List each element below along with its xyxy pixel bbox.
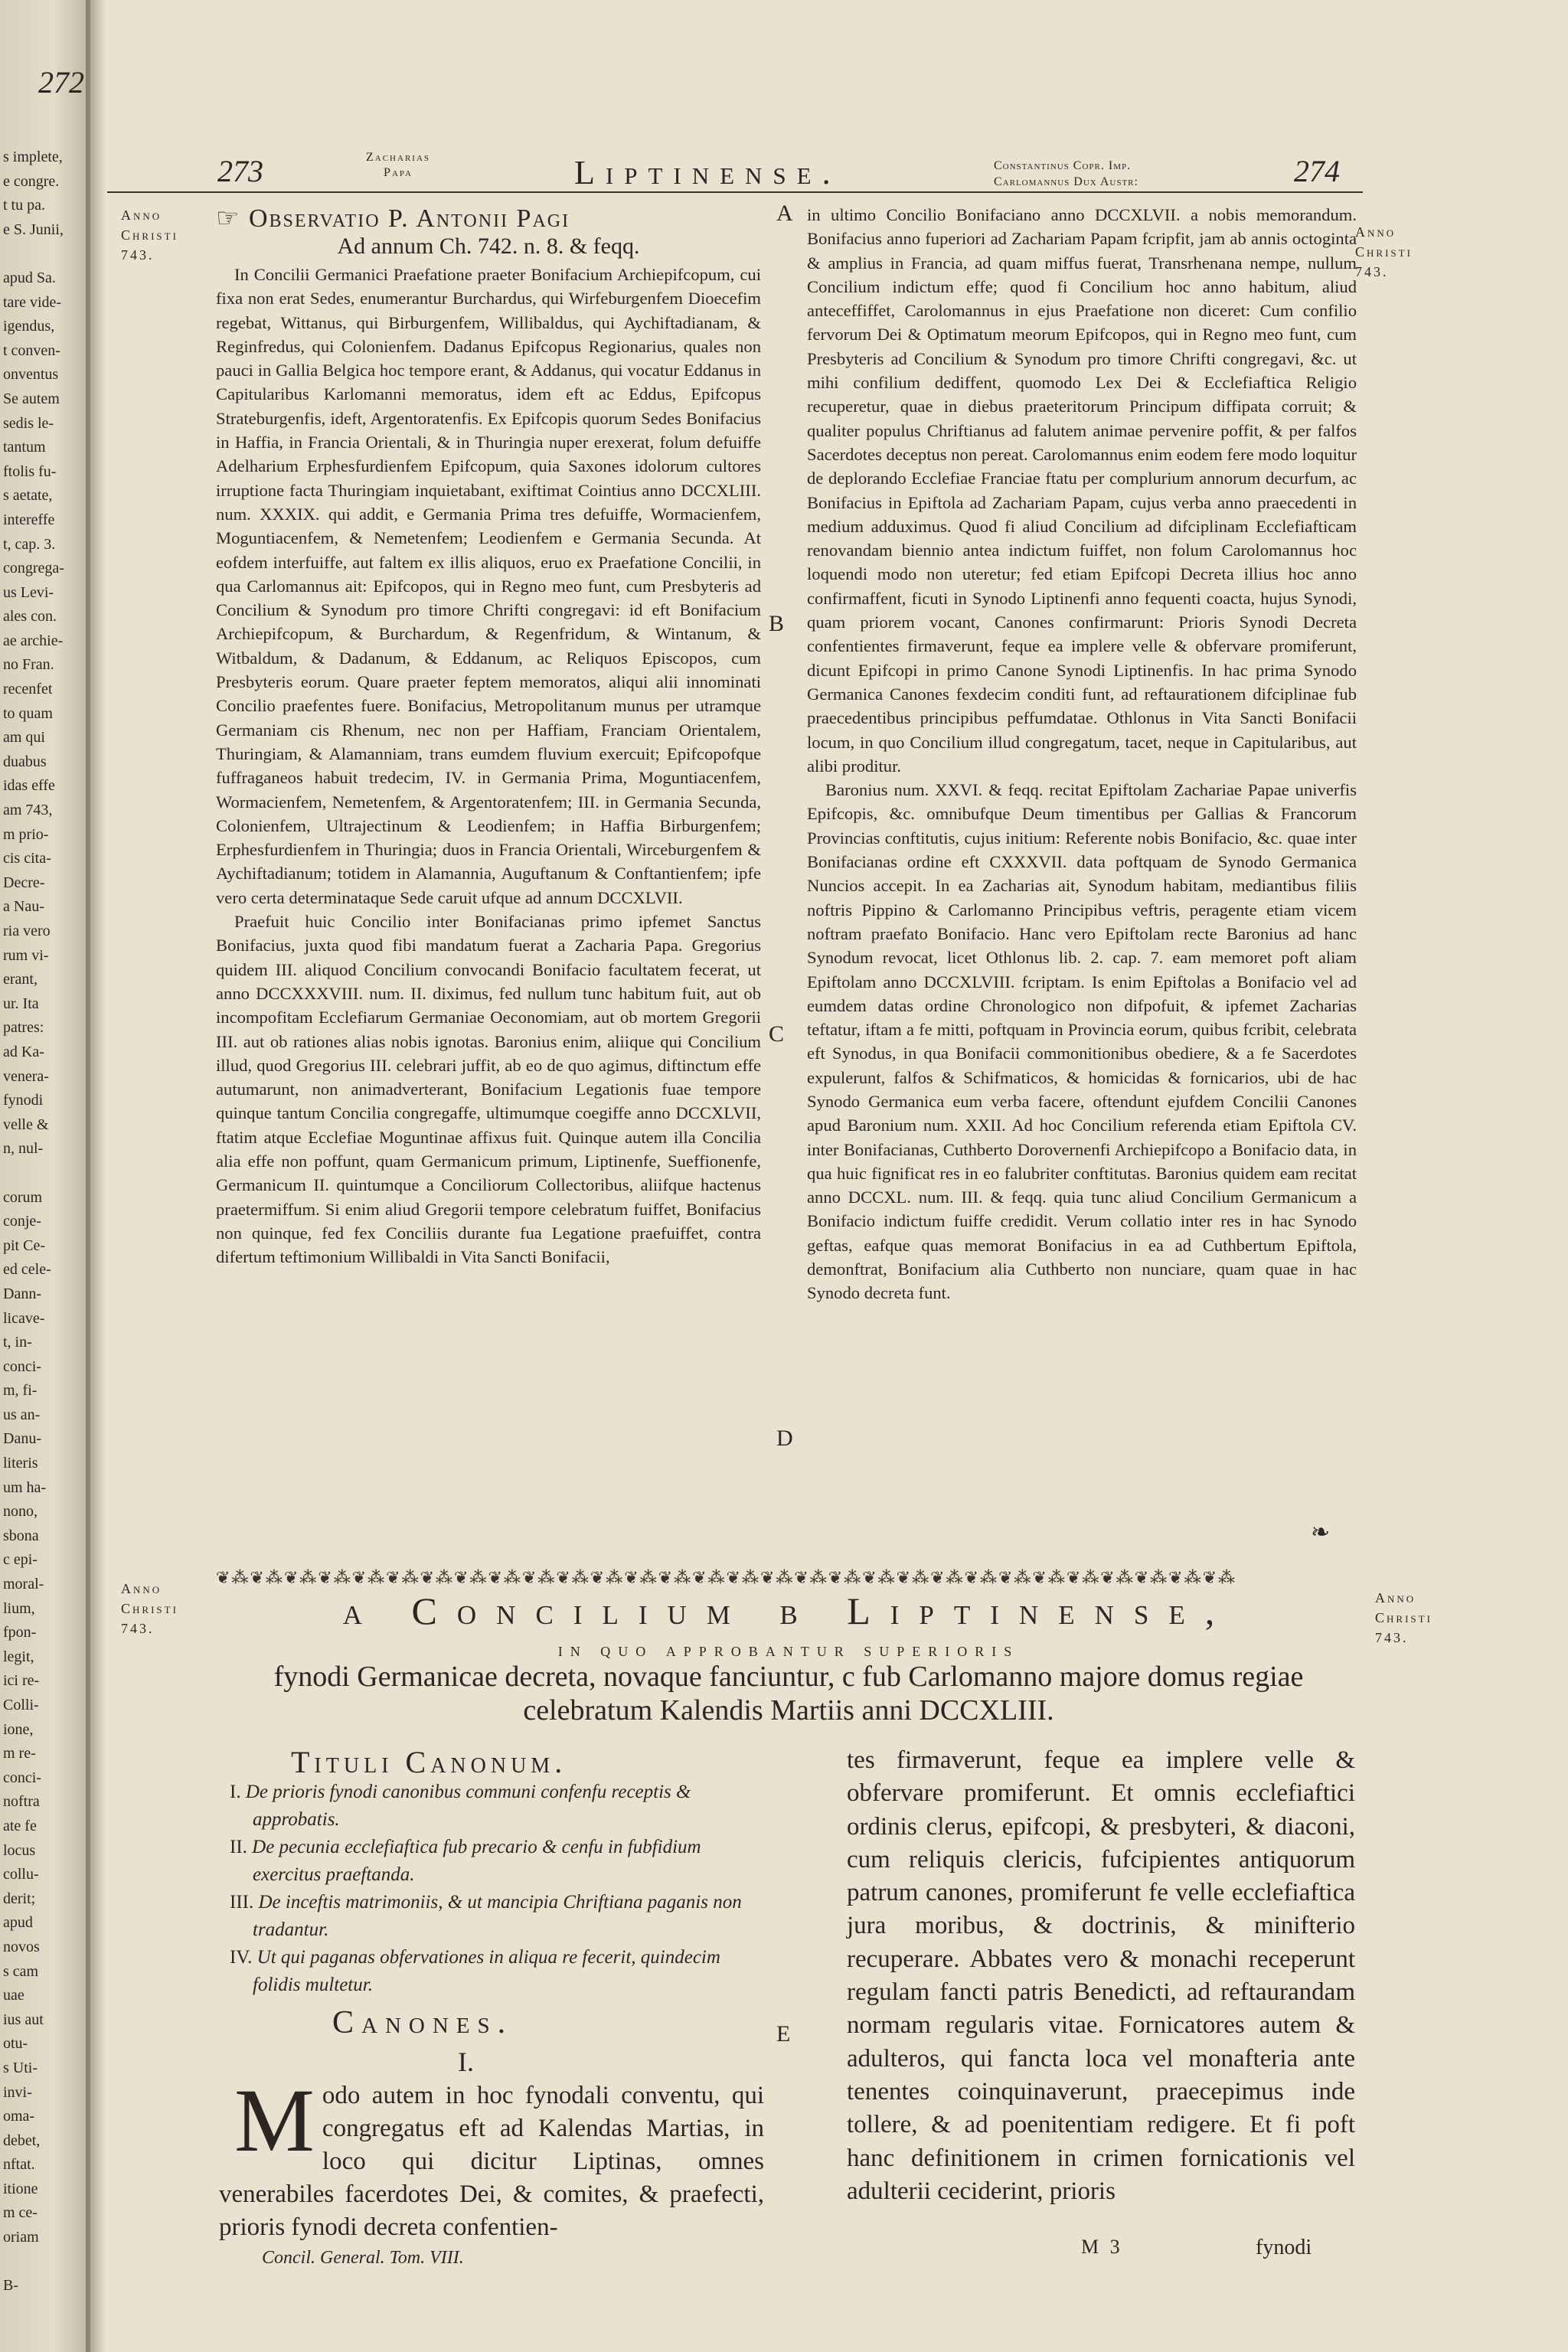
strip-line: Danu- [3,1430,41,1448]
strip-line: conje- [3,1213,41,1230]
strip-line [3,242,87,266]
drop-cap: M [234,2070,315,2171]
strip-line: us an- [3,1406,41,1423]
year-label-right-top [1355,222,1413,282]
running-head-right [994,158,1138,190]
running-head-left-line1: Zacharias [366,151,431,164]
strip-line: ria vero [3,923,51,939]
strip-line: e S. Junii, [3,220,64,238]
strip-line: licave- [3,1309,45,1327]
strip-line: debet, [3,2132,41,2149]
pointing-hand-icon: ☞ [216,204,249,233]
running-head-right-line1: Constantinus Copr. Imp. [994,159,1132,172]
strip-line: itione [3,2180,38,2197]
strip-line: ione, [3,1720,34,1738]
year-label-word: Christi [121,227,178,243]
year-label-year: 743. [121,1621,155,1636]
strip-line: to quam [3,704,53,722]
strip-line: Dann- [3,1285,41,1302]
strip-line: Colli- [3,1697,39,1713]
strip-line: tare vide- [3,293,62,311]
strip-line [3,2250,87,2275]
strip-line: ales con. [3,608,57,626]
strip-line: conci- [3,1769,41,1786]
strip-line: idas effe [3,777,55,795]
strip-line: fpon- [3,1624,37,1642]
tituli-list [222,1779,758,1999]
strip-line: Decre- [3,874,45,891]
strip-line: ae archie- [3,632,64,649]
strip-line: ed cele- [3,1261,51,1279]
strip-line: t, in- [3,1334,32,1351]
strip-line: apud [3,1914,33,1932]
right-page-number: 274 [1294,154,1340,188]
ornamental-rule: ❦⁂❦⁂❦⁂❦⁂❦⁂❦⁂❦⁂❦⁂❦⁂❦⁂❦⁂❦⁂❦⁂❦⁂❦⁂❦⁂❦⁂❦⁂❦⁂❦⁂❦⁂❦⁂❦⁂❦⁂❦⁂❦⁂❦⁂❦⁂❦⁂❦⁂ [216,1568,1237,1587]
strip-line: noftra [3,1793,40,1811]
canon-text-right: tes firmaverunt, feque ea implere velle & obfervare promiferunt. Et omnis ecclefiaftici ordinis clerus, epifcopi, & presbyteri, & diaconi, cum reliquis clericis, fufcipientes antiquorum patrum canones, promiferunt fe velle ecclefiaftica jura moribus, & doctrinis, & minifterio recuperare. Abbates vero & monachi receperunt regulam fancti patris Benedicti, ad reftaurandam normam regularis vitae. Fornicatores autem & adulteros, qui fancta loca vel monafteria ante tenentes coinquinaverunt, praecepimus inde tollere, & ad poenitentiam redigere. Et fi poft hanc definitionem in crimen fornicationis vel adulterii ceciderint, prioris [847,1746,1355,2205]
strip-line: oriam [3,2229,39,2246]
header-rule [107,191,1363,193]
strip-line: ius aut [3,2011,44,2028]
strip-line: novos [3,1938,40,1955]
strip-line: ici re- [3,1672,40,1690]
strip-line: s cam [3,1962,39,1980]
strip-line: ate fe [3,1817,37,1834]
observatio-paragraph: In Concilii Germanici Praefatione praeter Bonifacium Archiepifcopum, cui fixa non erat Sedes, enumerantur Burchardus, qui Wirfeburgenfem Dioecefim regebat, Wittanus, qui Birburgenfem, Willibaldus, qui Aychiftadianam, & Reginfredus, qui Colonienfem. Dadanus Epifcopus Regionarius, quales non pauci in Gallia Belgica hoc tempore erant, & Addanus, qui vocatur Eddanus in Capitularibus Karlomanni memoratus, idem eft ac Eddus, Epifcopus Strateburgenfis, ideft, Argentoratenfis. Ex Epifcopis quorum Sedes Bonifacius in Haffia, in Francia Orientali, & in Thuringia nuper erexerat, folum defuiffe Adelharium Erphesfurdienfem Epifcopum, quia Saxones idolorum cultores irruptione facta Thuringiam inquietabant, exiftimat Cointius anno DCCXLIII. num. XXXIX. qui addit, e Germania Prima tres defuiffe, Wormacienfem, Moguntiacenfem, & Nemetenfem; Leodienfem e Germania Secunda. At eofdem interfuiffe, aut faltem ex illis aliquos, eruo ex Praefatione Concilii, in qua Carlomannus ait: Epifcopos, qui in Regno meo funt, cum Presbyteris ad Concilium & Synodum pro timore Chrifti congregavi: id eft Bonifacium Archiepifcopum, & Burchardum, & Regenfridum, & Wintanum, & Witbaldum, & Dadanum, & Eddanum, ac Reliquos Episcopos, cum Presbyteris eorum. Quare praeter feptem memoratos, aliqui alii innominati Concilio praefentes fuere. Bonifacius, Metropolitanum munus per utramque Germaniam cis Rhenum, nec non per Haffiam, Franciam Orientalem, Thuringiam, & Alamanniam, trans eumdem fluvium exercuit; Epifcopofque fuffraganeos habuit tredecim, IV. in Germania Prima, Moguntiacenfem, Wormacienfem, Nemetenfem, & Argentoratenfem; III. in Germania Secunda, Colonienfem, Ultrajectinum & Leodienfem; in Haffia Birburgenfem; Erphesfurdienfem in Thuringia; duos in Francia Orientali, Wirceburgenfem & Aychiftadianum; totidem in Alamannia, Auguftanum & Conftantienfem; ipfe vero certa determinataque Sede caruit ufque ad annum DCCXLVII. [216,265,761,907]
canones-heading: Canones. [332,2005,514,2040]
gutter-shadow [86,0,106,2352]
strip-line: apud Sa. [3,269,56,286]
observatio-paragraph: Baronius num. XXVI. & feqq. recitat Epiftolam Zachariae Papae univerfis Epifcopis, &c. omnibufque Deum timentibus per Gallias & Francorum Provincias conftitutis, cujus initium: Referente nobis Bonifacio, &c. quae inter Bonifacianas ordine eft CXXXVII. data poftquam de Synodo Germanica Nuncios accepit. In ea Zacharias ait, Synodum habitam, mediantibus filiis noftris Pippino & Carlomanno Principibus veftris, peragente etiam vicem noftram praefato Bonifacio. Hanc vero Epiftolam recte Baronius ad hanc Synodum revocat, licet Othlonus lib. 2. cap. 7. eam memoret poft aliam Epiftolam anno DCCXLVIII. fcriptam. Is enim Epiftolas a Bonifacio vel ad eumdem datas ordine Chronologico non difpofuit, & ipfemet Zacharias teftatur, iftam a fe mitti, poftquam in Provincia eorum, quibus fcribit, celebrata eft Synodus, in qua Bonifacii commonitionibus obediere, & a fe Sacerdotes expulerunt, falfos & Schifmaticos, & homicidas & fornicarios, ubi de hac Synodo Germanica eum verba facere, oftendunt ejufdem Concilii Canones apud Baronium num. XXII. Ad hoc Concilium referenda etiam Epiftola CV. inter Bonifacianas, Cuthberto Dorovernenfi Archiepifcopo a Bonifacio data, in qua huic fignificat res in eo falubriter conftitutas. Baronius quidem eam recitat anno DCCXL. num. III. & feqq. quia tunc aliud Concilium Germanicum a Bonifacio indictum fuiffe credidit. Verum collatio inter res in hac Synodo geftas, eafque quas memorat Bonifacius in ea ad Cuthbertum Epiftola, demonftrat, Bonifacium alia Cuthberto non nunciare, quam quae in hac Synodo decreta funt. [807,780,1357,1303]
strip-line: ur. Ita [3,995,39,1012]
strip-line: oma- [3,2108,35,2125]
council-subtitle-line2: fynodi Germanicae decreta, novaque fanciuntur, c fub Carlomanno majore domus regiae celebratum Kalendis Martiis anni DCCXLIII. [273,1661,1304,1726]
list-item: II. De pecunia ecclefiaftica fub precario & cenfu in fubfidium exercitus praeftanda. [230,1837,701,1885]
strip-line: igendus, [3,318,55,335]
running-head-left-line2: Papa [384,166,413,179]
strip-line: uae [3,1987,24,2004]
strip-line: nono, [3,1503,38,1521]
strip-line: sedis le- [3,414,54,432]
margin-letter-c: C [769,1021,785,1047]
strip-line: s implete, [3,149,63,165]
canon-text-left: Modo autem in hoc fynodali conventu, qui congregatus eft ad Kalendas Martias, in loco qui dicitur Liptinas, omnes venerabiles facerdotes Dei, & comites, & praefecti, prioris fynodi decreta confentien- [219,2070,764,2241]
strip-line: congrega- [3,560,64,577]
strip-line: locus [3,1841,36,1859]
strip-line: t tu pa. [3,197,45,214]
canon-number: I. [458,2047,474,2077]
strip-line: am 743, [3,802,53,819]
strip-line: m ce- [3,2204,38,2222]
year-label-year: 743. [1355,264,1389,279]
year-label-year: 743. [1375,1630,1409,1645]
list-item: I. De prioris fynodi canonibus communi confenfu receptis & approbatis. [230,1782,691,1830]
strip-line: m, fi- [3,1382,38,1400]
strip-line: invi- [3,2083,32,2101]
strip-line: Se autem [3,390,60,407]
year-label-word: Christi [121,1601,178,1616]
strip-line: m prio- [3,825,49,843]
strip-line: lium, [3,1599,35,1617]
strip-line: patres: [3,1019,44,1037]
strip-line: n, nul- [3,1140,44,1158]
strip-line: a Nau- [3,898,44,916]
tituli-heading: Tituli Canonum. [291,1745,567,1779]
margin-letter-e: E [776,2021,791,2047]
year-label-word: Christi [1355,244,1413,260]
year-label-left-mid [121,1579,178,1638]
council-subtitle-line1: in quo approbantur superioris [557,1638,1020,1661]
strip-line: t conven- [3,341,60,359]
strip-line: tantum [3,439,46,456]
strip-line: venera- [3,1067,49,1085]
strip-line: rum vi- [3,946,49,964]
strip-line: nftat. [3,2156,35,2174]
running-head-right-line2: Carlomannus Dux Austr: [994,175,1138,188]
running-head-left [366,150,430,181]
strip-line: ad Ka- [3,1043,44,1060]
margin-letter-a: A [776,201,793,226]
strip-line: fynodi [3,1092,44,1109]
strip-line: B- [3,2277,18,2295]
year-label-word: Anno [121,1581,162,1596]
strip-line: intereffe [3,511,55,528]
previous-page-number: 272 [38,65,84,100]
observatio-paragraph: in ultimo Concilio Bonifaciano anno DCCXLVII. a nobis memorandum. Bonifacius anno fuperiori ad Zachariam Papam fcripfit, jam ab annis octoginta & amplius in Francia, ad quam miffus fuerat, Transrhenana nempe, nullum Concilium indictum effe; quod fi Concilium hoc anno habitum, aliud anteceffiffet, Carolomannus in ejus Praefatione non diceret: Cum confilio fervorum Dei & Optimatum meorum Epifcopos, qui in Regno meo funt, cum Presbyteris ad Concilium & Synodum pro timore Chrifti congregavi, &c. ut mihi confilium dediffent, quomodo Lex Dei & Ecclefiaftica Religio recuperetur, quae in diebus praeteritorum Principum diffipata corruit; & qualiter populus Chriftianus ad falutem animae pervenire poffit, & per falfos Sacerdotes deceptus non pereat. Carolomannus enim eodem fere modo loquitur de deplorando Ecclefiae Franciae ftatu per complurium annorum decurfum, ac Bonifacius in Epiftola ad Zachariam Papam, cujus verba anno praecedenti in medium adduximus. Quod fi aliud Concilium ad difciplinam Ecclefiafticam renovandam biennio antea indictum fuiffet, non folum Carolomannus hoc loquendi modo non uteretur; fed etiam Epifcopi Decreta illius hoc anno confirmaffent, ficuti in Synodo Liptinenfi anno fequenti coacta, hujus Synodi, quam priorem vocant, Canones confirmarunt: Prioris Synodi Decreta confentientes firmaverunt, feque ea implere velle & obfervare promiferunt, dicunt Epifcopi in primo Canone Synodi Liptinenfis. In hac prima Synodo Germanica Canones fexdecim conditi funt, ad reftaurationem difciplinae fub praecedentibus principibus peffumdatae. Othlonus in Vita Sancti Bonifacii locum, in quo Concilium illud congregatum, tacet, neque in Capitularibus, aut alibi proditur. [807,205,1357,776]
strip-line: erant, [3,971,38,988]
year-label-word: Anno [1355,224,1396,240]
year-label-left-top [121,205,178,265]
observatio-left-column [216,203,761,1269]
observatio-paragraph: Praefuit huic Concilio inter Bonifacianas primo ipfemet Sanctus Bonifacius, juxta quod fibi mandatum fuerat a Zacharia Papa. Gregorius quidem III. aliquod Concilium convocandi Bonifacio facultatem fecerat, ut anno DCCXXXVIII. num. II. diximus, fed nullum tunc habitum fuit, aut ob incompofitam Ecclefiarum Germaniae Oeconomiam, aut ob mortem Gregorii III. aut ob rationes alias nobis ignotas. Baronius enim, aliique qui Concilium illud, quod Gregorius III. celebrari juffit, ab eo de quo agimus, diftinctum effe autumarunt, non animadverterant, Bonifacium Legationis fuae tempore quinque tantum Concilia congregaffe, ultimumque coegiffe anno DCCXLVII, ftatim atque Ecclefiae Moguntinae affixus fuit. Quinque autem illa Concilia alia effe non poffunt, quam Germanicum primum, Liptinenfe, Sueffionenfe, Germanicum II. quintumque a Conciliorum Collectoribus, aliifque hactenus praetermiffum. Si enim aliud Gregorii tempore celebratum fuiffet, Bonifacius non quinque, fed fex Conciliis durante fua Legatione praefuiffet, contra difertum teftimonium Willibaldi in Vita Sancti Bonifacii, [216,912,761,1267]
strip-line: s Uti- [3,2059,38,2076]
year-label-right-mid [1375,1588,1432,1648]
strip-line [3,1161,87,1186]
strip-line: s aetate, [3,487,53,505]
strip-line: um ha- [3,1478,47,1496]
council-title: a Concilium b Liptinense, [342,1589,1235,1632]
strip-line: literis [3,1455,38,1472]
margin-letter-b: B [769,611,785,636]
footer-volume-line: Concil. General. Tom. VIII. [262,2248,464,2268]
strip-line: derit; [3,1890,36,1907]
strip-line: moral- [3,1576,44,1593]
strip-line: duabus [3,753,47,770]
fleuron-icon: ❧ [1311,1520,1331,1545]
strip-line: corum [3,1188,43,1206]
strip-line: c epi- [3,1551,38,1569]
signature-mark: M 3 [1081,2236,1123,2258]
observatio-right-column [807,203,1357,1305]
strip-line: ftolis fu- [3,462,57,480]
strip-line: conci- [3,1357,41,1375]
strip-line: t, cap. 3. [3,535,56,553]
strip-line: no Fran. [3,656,54,674]
strip-line: legit, [3,1648,34,1665]
left-page-number: 273 [217,154,263,188]
strip-line: velle & [3,1116,49,1133]
strip-line: sbona [3,1527,39,1544]
year-label-word: Anno [121,207,162,223]
observatio-subtitle: Ad annum Ch. 742. n. 8. & feqq. [337,234,640,259]
margin-letter-d: D [776,1426,793,1451]
strip-line: recenfet [3,681,53,698]
previous-page-edge [0,0,90,2352]
strip-line: e congre. [3,172,60,190]
strip-line: onventus [3,366,59,384]
list-item: III. De inceftis matrimoniis, & ut mancipia Chriftiana paganis non tradantur. [230,1892,742,1940]
previous-page-text-fragments [3,145,87,2298]
observatio-title: ☞ Observatio P. Antonii Pagi [216,204,570,233]
strip-line: us Levi- [3,583,54,601]
strip-line: otu- [3,2035,28,2053]
strip-line: collu- [3,1866,39,1883]
strip-line: pit Ce- [3,1236,45,1254]
list-item: IV. Ut qui paganas obfervationes in aliqua re fecerit, quindecim folidis multetur. [230,1947,720,1995]
strip-line: m re- [3,1745,36,1762]
year-label-year: 743. [121,247,155,263]
strip-line: cis cita- [3,850,51,867]
year-label-word: Christi [1375,1610,1432,1625]
running-title: Liptinense. [574,154,841,191]
catchword: fynodi [1256,2236,1312,2259]
year-label-word: Anno [1375,1590,1416,1606]
strip-line: am qui [3,729,45,746]
